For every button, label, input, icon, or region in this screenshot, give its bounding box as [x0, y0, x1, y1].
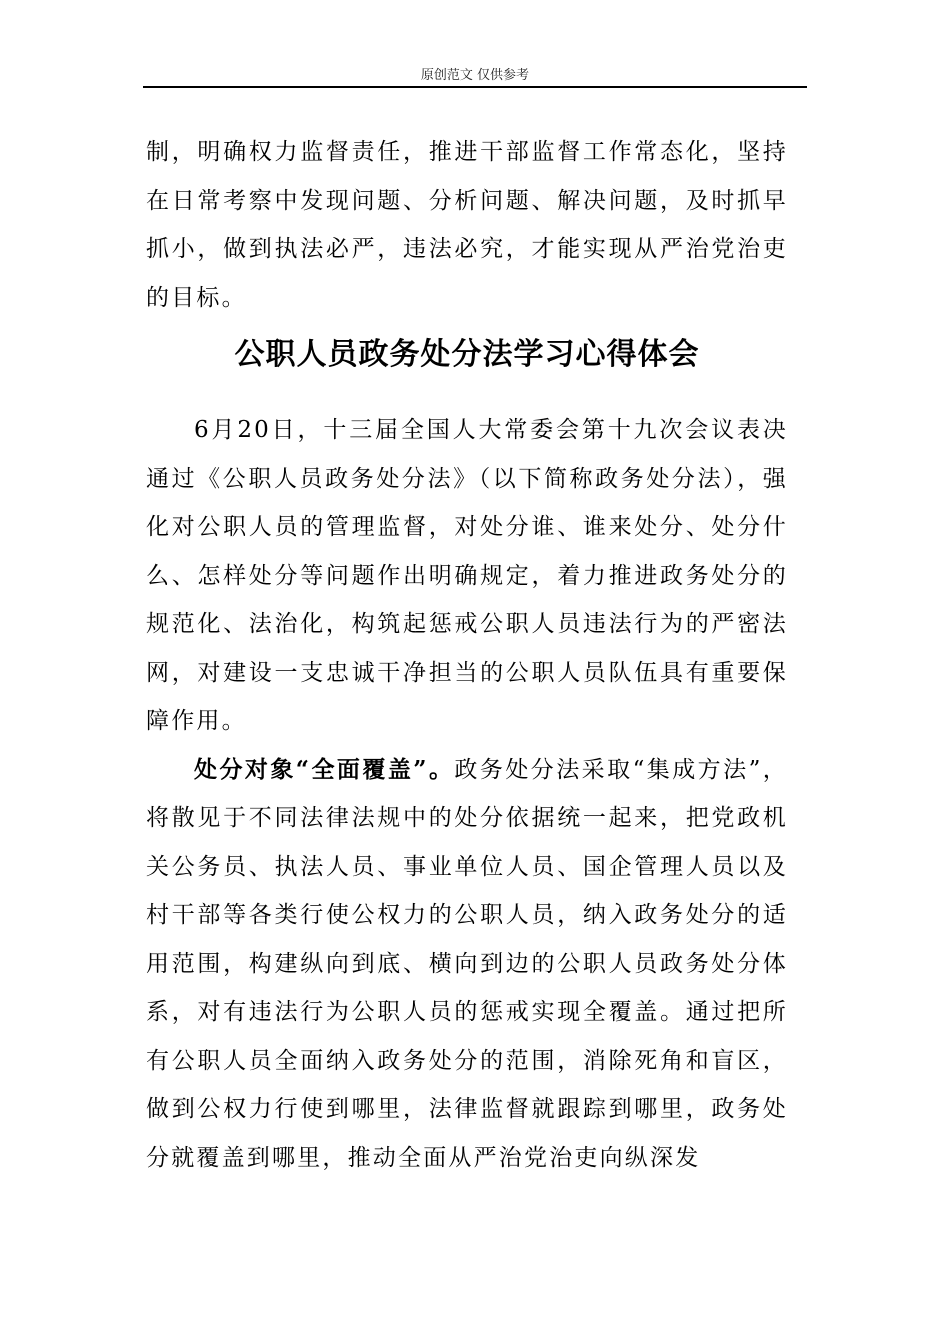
section1-paragraph: [146, 746, 788, 1183]
document-body: [146, 128, 788, 1182]
header-text: 原创范文 仅供参考: [420, 68, 530, 83]
intro-paragraph: 6月20日，十三届全国人大常委会第十九次会议表决通过《公职人员政务处分法》（以下简称政务处分法），强化对公职人员的管理监督，对处分谁、谁来处分、处分什么、怎样处分等问题作出明确规定，着力推进政务处分的规范化、法治化，构筑起惩戒公职人员违法行为的严密法网，对建设一支忠诚干净担当的公职人员队伍具有重要保障作用。: [146, 417, 788, 734]
section1-text: 政务处分法采取“集成方法”，将散见于不同法律法规中的处分依据统一起来，把党政机关公务员、执法人员、事业单位人员、国企管理人员以及村干部等各类行使公权力的公职人员，纳入政务处分的适用范围，构建纵向到底、横向到边的公职人员政务处分体系，对有违法行为公职人员的惩戒实现全覆盖。通过把所有公职人员全面纳入政务处分的范围，消除死角和盲区，做到公权力行使到哪里，法律监督就跟踪到哪里，政务处分就覆盖到哪里，推动全面从严治党治吏向纵深发: [146, 756, 788, 1171]
article-title: 公职人员政务处分法学习心得体会: [234, 337, 700, 372]
page-header: [143, 66, 807, 88]
continuation-paragraph: 制，明确权力监督责任，推进干部监督工作常态化，坚持在日常考察中发现问题、分析问题、解决问题，及时抓早抓小，做到执法必严，违法必究，才能实现从严治党治吏的目标。: [146, 139, 788, 311]
section1-heading: 处分对象“全面覆盖”。: [194, 755, 455, 783]
